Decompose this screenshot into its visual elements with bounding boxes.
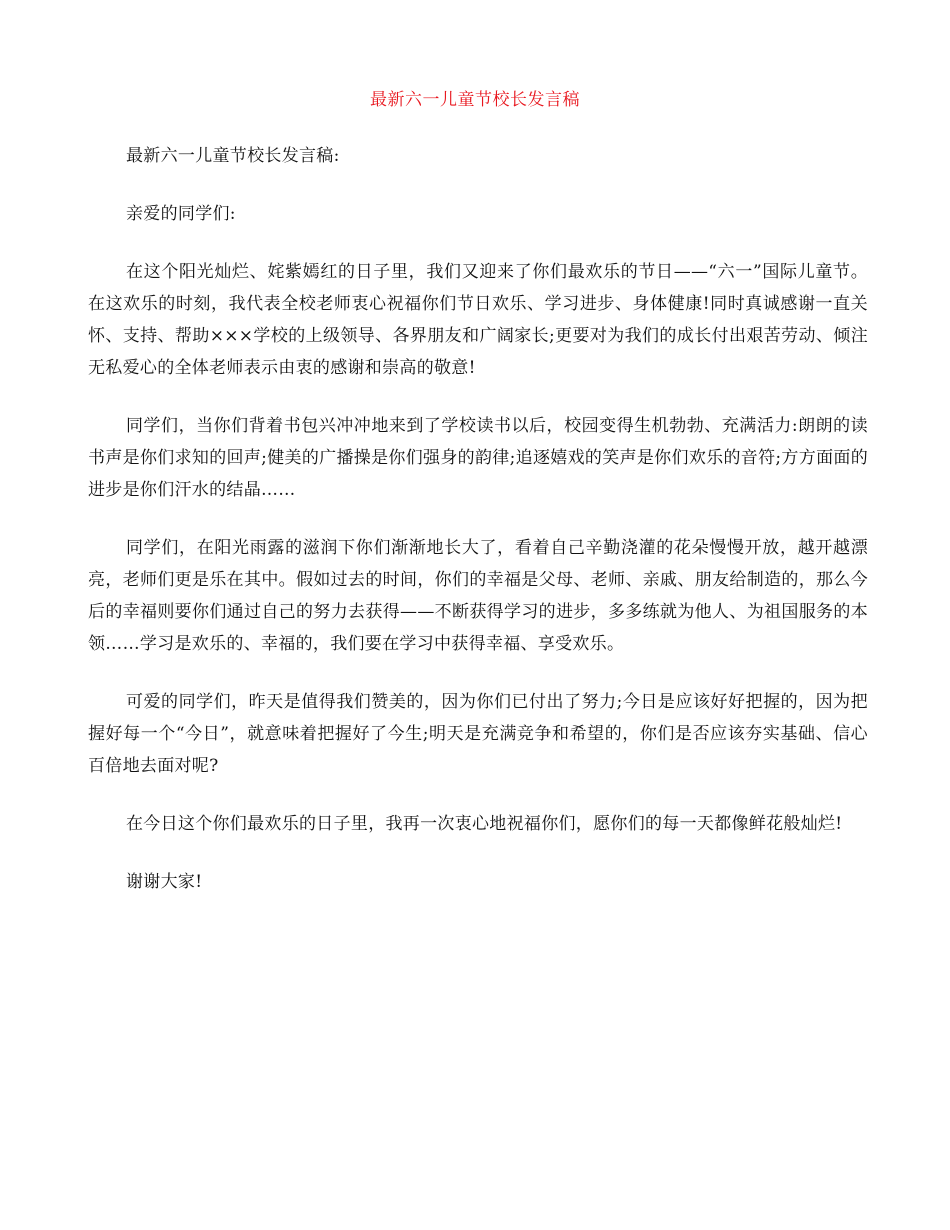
document-title: 最新六一儿童节校长发言稿 xyxy=(370,90,580,110)
paragraph-salutation: 亲爱的同学们: xyxy=(126,204,236,224)
paragraph-growth: 同学们，在阳光雨露的滋润下你们渐渐地长大了，看着自己辛勤浇灌的花朵慢慢开放，越开越漂亮，老师们更是乐在其中。假如过去的时间，你们的幸福是父母、老师、亲戚、朋友给制造的，那么今后的幸福则要你们通过自己的努力去获得——不断获得学习的进步，多多练就为他人、为祖国服务的本领……学习是欢乐的、幸福的，我们要在学习中获得幸福、享受欢乐。 xyxy=(88,538,868,654)
paragraph-campus-life: 同学们，当你们背着书包兴冲冲地来到了学校读书以后，校园变得生机勃勃、充满活力:朗朗的读书声是你们求知的回声;健美的广播操是你们强身的韵律;追逐嬉戏的笑声是你们欢乐的音符;方方面面的进步是你们汗水的结晶…… xyxy=(88,416,868,500)
paragraph-thanks: 谢谢大家! xyxy=(126,872,203,892)
paragraph-heading: 最新六一儿童节校长发言稿: xyxy=(126,146,340,166)
paragraph-greeting: 在这个阳光灿烂、姹紫嫣红的日子里，我们又迎来了你们最欢乐的节日——“六一”国际儿童节。在这欢乐的时刻，我代表全校老师衷心祝福你们节日欢乐、学习进步、身体健康!同时真诚感谢一直关怀、支持、帮助×××学校的上级领导、各界朋友和广阔家长;更要对为我们的成长付出艰苦劳动、倾注无私爱心的全体老师表示由衷的感谢和崇高的敬意! xyxy=(88,262,868,378)
document-body xyxy=(88,140,868,924)
paragraph-blessing: 在今日这个你们最欢乐的日子里，我再一次衷心地祝福你们，愿你们的每一天都像鲜花般灿烂! xyxy=(126,814,843,834)
paragraph-yesterday-today-tomorrow: 可爱的同学们，昨天是值得我们赞美的，因为你们已付出了努力;今日是应该好好把握的，因为把握好每一个“今日”，就意味着把握好了今生;明天是充满竞争和希望的，你们是否应该夯实基础、信心百倍地去面对呢? xyxy=(88,692,868,776)
